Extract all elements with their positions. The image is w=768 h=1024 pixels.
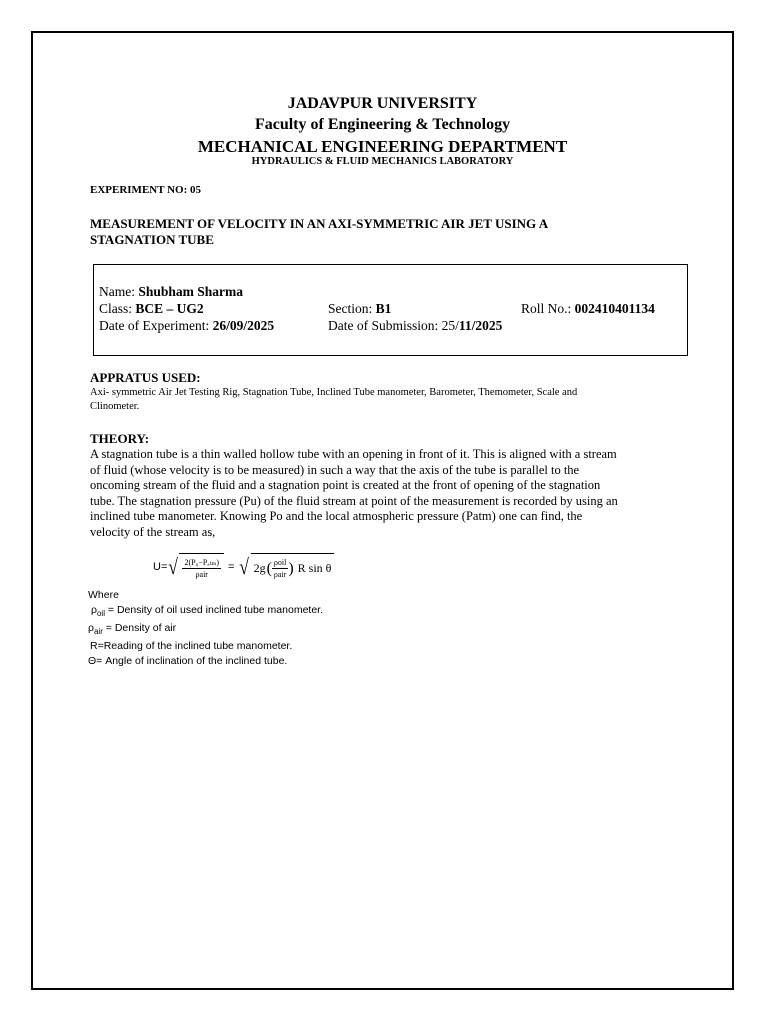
formula-equals: = — [228, 561, 235, 573]
experiment-number-label: EXPERIMENT NO: — [90, 184, 188, 196]
department-name: MECHANICAL ENGINEERING DEPARTMENT — [197, 137, 568, 156]
formula-denominator-2: ρair — [273, 570, 287, 579]
apparatus-line-2: Clinometer. — [90, 401, 140, 412]
apparatus-heading: APPRATUS USED: — [90, 370, 201, 385]
experiment-number — [90, 184, 201, 196]
formula-lhs: U= — [153, 561, 168, 573]
theory-line: of fluid (whose velocity is to be measured) in such a way that the axis of the tube is parallel to the — [90, 462, 580, 477]
experiment-date-label: Date of Experiment: — [99, 318, 210, 333]
student-info-box — [93, 264, 688, 356]
definitions-where: Where — [88, 589, 119, 601]
definition-r: R=Reading of the inclined tube manometer. — [90, 640, 293, 653]
class-row — [99, 301, 204, 317]
section-row — [328, 301, 391, 317]
apparatus-line-1: Axi- symmetric Air Jet Testing Rig, Stagnation Tube, Inclined Tube manometer, Barometer, Themometer, Scale and — [90, 387, 578, 398]
class-label: Class: — [99, 301, 133, 316]
submission-date-value: 11/2025 — [458, 318, 503, 333]
class-value: BCE – UG2 — [135, 301, 204, 316]
name-label: Name: — [99, 284, 135, 299]
theory-line: A stagnation tube is a thin walled hollow tube with an opening in front of it. This is aligned with a stream — [90, 447, 617, 461]
university-name: JADAVPUR UNIVERSITY — [287, 95, 478, 112]
definition-rho-air-text: = Density of air — [102, 622, 177, 635]
section-label: Section: — [328, 301, 373, 316]
definition-rho-oil-text: = Density of oil used inclined tube manometer. — [105, 604, 323, 616]
experiment-number-value: 05 — [190, 184, 202, 196]
apparatus-list — [90, 386, 720, 414]
formula-denominator-1: ρair — [195, 570, 208, 579]
experiment-title — [90, 216, 548, 248]
roll-row — [521, 301, 655, 317]
laboratory-name: HYDRAULICS & FLUID MECHANICS LABORATORY — [251, 156, 514, 167]
name-value: Shubham Sharma — [138, 284, 244, 299]
theory-line: velocity of the stream as, — [90, 524, 216, 539]
definition-rho-oil: $\rho_{oil}$ = Density of oil used inclined tube manometer. — [91, 604, 323, 619]
submission-date-row — [328, 318, 502, 334]
roll-label: Roll No.: — [521, 301, 572, 316]
definitions-list — [88, 588, 323, 669]
page-frame — [31, 31, 734, 990]
formula-sqrt-1: √ $\frac{\text{2(P₀−Pₐₜₘ)}}{\text{ρair}}$ — [167, 553, 224, 581]
section-value: B1 — [375, 301, 392, 316]
experiment-date-row — [99, 318, 274, 334]
formula-numerator-1: 2(P₀−Pₐₜₘ) — [184, 558, 220, 567]
definition-theta: Θ= Angle of inclination of the inclined tube. — [88, 655, 288, 668]
theory-line: tube. The stagnation pressure (Pu) of the fluid stream at point of the measurement is recorded by using an — [90, 493, 618, 508]
submission-date-label: Date of Submission: — [328, 318, 439, 333]
roll-value: 002410401134 — [574, 301, 655, 316]
theory-line: oncoming stream of the fluid and a stagnation point is created at the front of opening of the stagnation — [90, 478, 601, 493]
name-row — [99, 284, 243, 300]
theory-line: inclined tube manometer. Knowing Po and the local atmospheric pressure (Patm) one can find, the — [90, 509, 583, 524]
theory-heading: THEORY: — [90, 431, 150, 446]
experiment-title-line-2: STAGNATION TUBE — [90, 232, 214, 247]
velocity-formula — [153, 553, 334, 581]
faculty-name: Faculty of Engineering & Technology — [254, 116, 511, 133]
definition-rho-air: $\rho_{air}$ = Density of air — [88, 622, 177, 637]
formula-numerator-2: ρoil — [273, 558, 287, 567]
formula-fraction-2 — [272, 557, 288, 580]
formula-2g: 2g — [253, 561, 266, 575]
theory-paragraph — [90, 447, 710, 541]
submission-date-prefix: 25/ — [441, 318, 459, 333]
formula-sqrt-2: √ 2g ( $\frac{\text{ρoil}}{\text{ρair}}$ ) R sin θ — [238, 553, 334, 581]
formula-fraction-1 — [182, 557, 221, 580]
experiment-title-line-1: MEASUREMENT OF VELOCITY IN AN AXI-SYMMETRIC AIR JET USING A — [90, 216, 549, 231]
experiment-date-value: 26/09/2025 — [212, 318, 275, 333]
formula-tail: R sin θ — [297, 561, 332, 575]
